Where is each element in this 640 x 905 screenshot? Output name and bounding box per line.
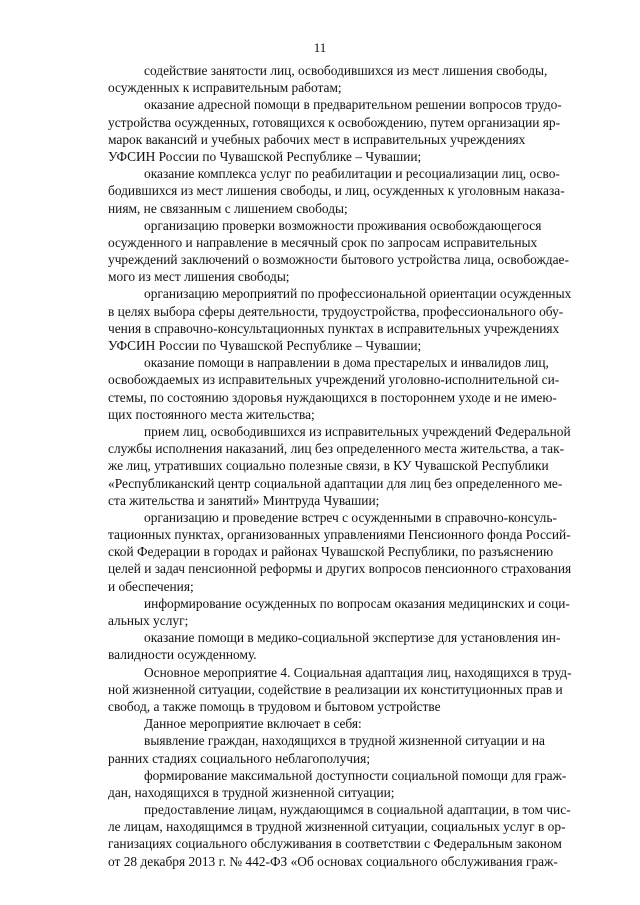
paragraph-first-line: формирование максимальной доступности социальной помощи для граж- xyxy=(144,767,567,783)
paragraph-line: бодившихся из мест лишения свободы, и лиц, осужденных к уголовным наказа- xyxy=(108,183,565,199)
paragraph-line: ской Федерации в городах и районах Чувашской Республики, по разъяснению xyxy=(108,544,554,560)
paragraph-first-line: информирование осужденных по вопросам оказания медицинских и соци- xyxy=(144,595,570,611)
paragraph-line: стемы, по состоянию здоровья нуждающихся в постороннем уходе и не имею- xyxy=(108,389,557,405)
paragraph-first-line: оказание комплекса услуг по реабилитации и ресоциализации лиц, осво- xyxy=(144,166,560,182)
paragraph-first-line: организацию и проведение встреч с осужденными в справочно-консуль- xyxy=(144,509,557,525)
paragraph-line: марок вакансий и учебных рабочих мест в исправительных учреждениях xyxy=(108,131,526,147)
paragraph-first-line: оказание помощи в направлении в дома престарелых и инвалидов лиц, xyxy=(144,355,549,371)
paragraph-first-line: оказание помощи в медико-социальной экспертизе для установления ин- xyxy=(144,630,561,646)
paragraph-line: устройства осужденных, готовящихся к освобождению, путем организации яр- xyxy=(108,114,561,130)
paragraph-line: альных услуг; xyxy=(108,613,189,628)
paragraph-line: осужденных к исправительным работам; xyxy=(108,80,342,96)
paragraph-line: учреждений заключений о возможности бытового устройства лица, освобождае- xyxy=(108,252,569,268)
paragraph-first-line: прием лиц, освободившихся из исправительных учреждений Федеральной xyxy=(144,423,571,439)
paragraph-first-line: предоставление лицам, нуждающимся в социальной адаптации, в том чис- xyxy=(144,802,571,818)
paragraph-line: «Республиканский центр социальной адаптации для лиц без определенного ме- xyxy=(108,475,563,491)
paragraph-first-line: организацию проверки возможности проживания освобождающегося xyxy=(144,217,542,233)
paragraph-first-line: Основное мероприятие 4. Социальная адаптация лиц, находящихся в труд- xyxy=(144,664,572,680)
paragraph-line: ранних стадиях социального неблагополучия; xyxy=(108,750,371,766)
paragraph-line: мого из мест лишения свободы; xyxy=(108,269,290,285)
paragraph-line: УФСИН России по Чувашской Республике – Чувашии; xyxy=(108,148,422,164)
paragraph-first-line: оказание адресной помощи в предварительном решении вопросов трудо- xyxy=(144,97,562,113)
paragraph-line: УФСИН России по Чувашской Республике – Чувашии; xyxy=(108,338,422,353)
paragraph-line: осужденного и направление в месячный срок по запросам исправительных xyxy=(108,234,538,250)
paragraph-line: щих постоянного места жительства; xyxy=(108,406,315,422)
page-number: 11 xyxy=(313,40,327,55)
paragraph-line: в целях выбора сферы деятельности, трудоустройства, профессионального обу- xyxy=(108,303,564,319)
paragraph-line: от 28 декабря 2013 г. № 442-ФЗ «Об основах социального обслуживания граж- xyxy=(108,853,558,869)
paragraph-first-line: Данное мероприятие включает в себя: xyxy=(144,716,362,732)
paragraph-line: и обеспечения; xyxy=(108,578,194,594)
paragraph-line: чения в справочно-консультационных пунктах в исправительных учреждениях xyxy=(108,320,560,336)
document-body xyxy=(108,62,596,870)
paragraph-line: свобод, а также помощь в трудовом и бытовом устройстве xyxy=(108,698,441,714)
paragraph-line: ганизациях социального обслуживания в соответствии с Федеральным законом xyxy=(108,836,562,852)
paragraph-line: тационных пунктах, организованных управлениями Пенсионного фонда Россий- xyxy=(108,527,571,543)
paragraph-line: валидности осужденному. xyxy=(108,647,257,663)
paragraph-line: ной жизненной ситуации, содействие в реализации их конституционных прав и xyxy=(108,681,563,697)
paragraph-line: освобождаемых из исправительных учреждений уголовно-исполнительной си- xyxy=(108,372,560,388)
paragraph-line: дан, находящихся в трудной жизненной ситуации; xyxy=(108,784,395,800)
paragraph-first-line: выявление граждан, находящихся в трудной жизненной ситуации и на xyxy=(144,733,546,749)
paragraph-line: же лиц, утративших социально полезные связи, в КУ Чувашской Республики xyxy=(108,458,549,474)
paragraph-first-line: организацию мероприятий по профессиональной ориентации осужденных xyxy=(144,286,572,302)
paragraph-first-line: содействие занятости лиц, освободившихся из мест лишения свободы, xyxy=(144,63,548,78)
paragraph-line: службы исполнения наказаний, лиц без определенного места жительства, а так- xyxy=(108,441,565,457)
paragraph-line: целей и задач пенсионной реформы и других вопросов пенсионного страхования xyxy=(108,561,572,577)
paragraph-line: ста жительства и занятий» Минтруда Чувашии; xyxy=(108,492,380,508)
paragraph-line: ле лицам, находящимся в трудной жизненной ситуации, социальных услуг в ор- xyxy=(108,819,566,835)
paragraph-line: ниям, не связанным с лишением свободы; xyxy=(108,200,348,216)
